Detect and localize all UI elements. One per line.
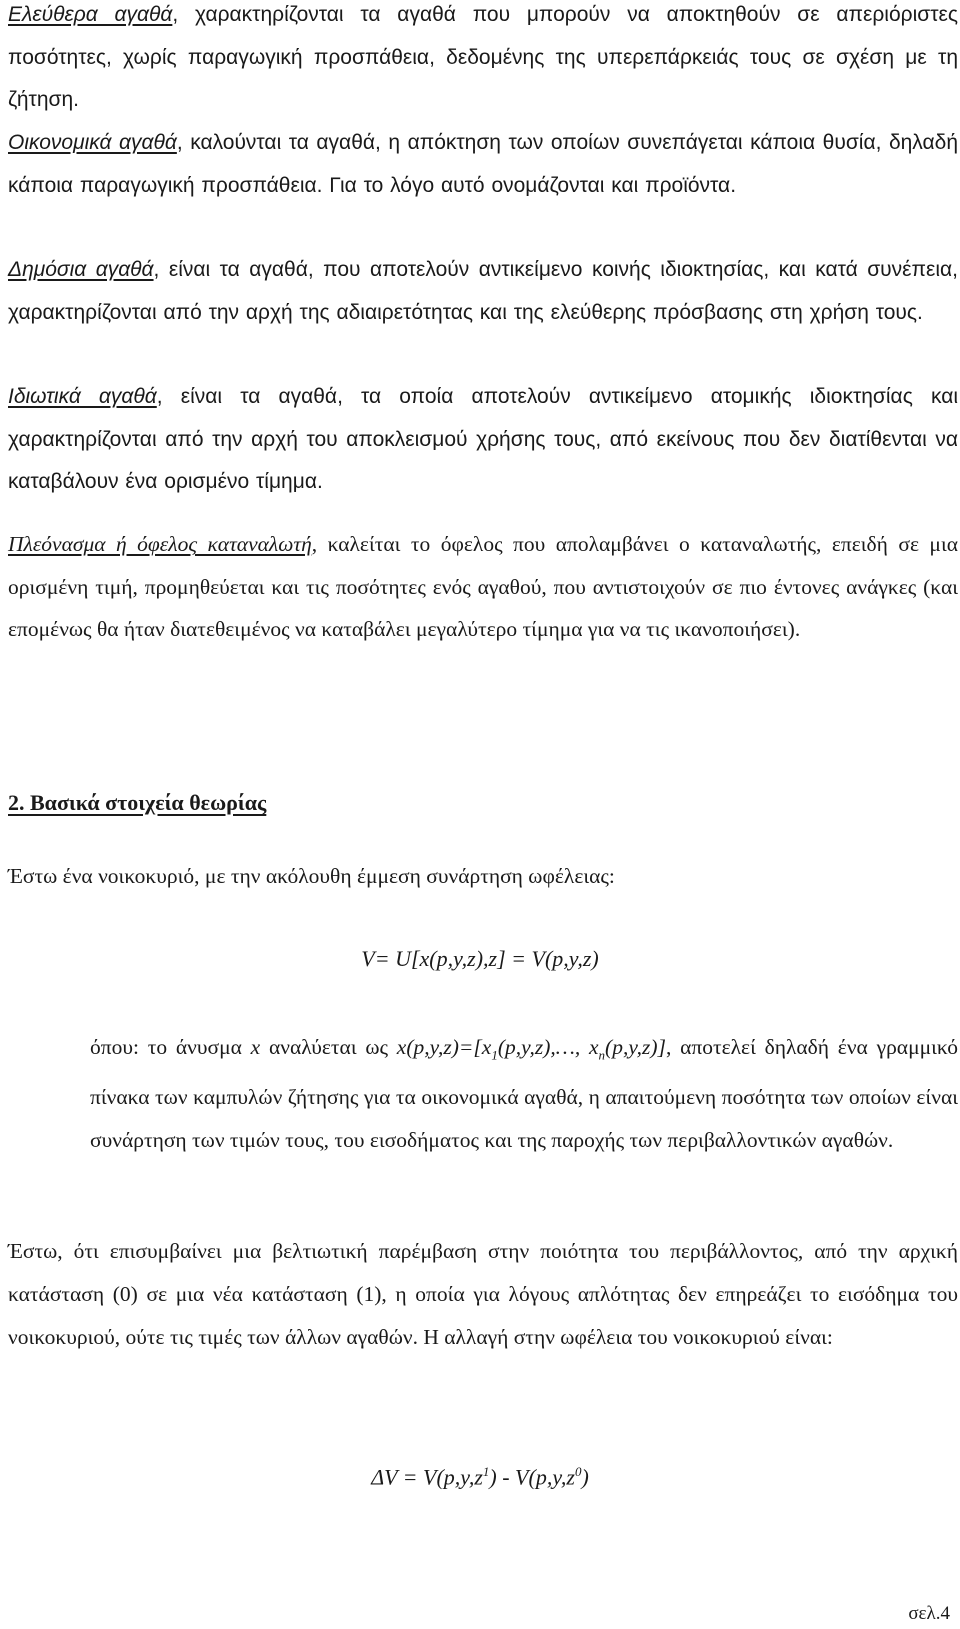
vector-x: x (250, 1035, 261, 1059)
definition-public-goods (8, 249, 958, 334)
expr-part: (p,y,z)] (605, 1035, 666, 1059)
term: Ελεύθερα αγαθά (8, 3, 173, 26)
definition-text: , χαρακτηρίζονται τα αγαθά που μπορούν να αποκτηθούν σε απεριόριστες ποσότητες, χωρίς παραγωγική προσπάθεια, δεδομένης της υπερεπάρκειάς τους σε σχέση με τη ζήτηση. (8, 3, 958, 111)
improvement-paragraph: Έστω, ότι επισυμβαίνει μια βελτιωτική παρέμβαση στην ποιότητα του περιβάλλοντος, από την αρχική κατάσταση (0) σε μια νέα κατάσταση (1), η οποία για λόγους απλότητας δεν επηρεάζει το εισόδημα του νοικοκυριού, ούτε τις τιμές των άλλων αγαθών. Η αλλαγή στην ωφέλεια του νοικοκυριού είναι: (8, 1239, 958, 1349)
subscript: n (598, 1047, 606, 1063)
definition-text: , καλείται το όφελος που απολαμβάνει ο καταναλωτής, επειδή σε μια ορισμένη τιμή, προμηθεύεται και τις ποσότητες ενός αγαθού, που αντιστοιχούν σε πιο έντονες ανάγκες (και επομένως θα ήταν διατεθειμένος να καταβάλει μεγαλύτερο τίμημα για να τις ικανοποιήσει). (8, 532, 958, 641)
definition-consumer-surplus (8, 523, 958, 651)
term: Πλεόνασμα ή όφελος καταναλωτή (8, 532, 312, 556)
term: Δημόσια αγαθά (8, 258, 154, 281)
where-lead: όπου: το άνυσμα (90, 1035, 251, 1059)
definition-private-goods (8, 376, 958, 504)
where-paragraph (90, 1026, 958, 1162)
where-mid: αναλύεται ως (260, 1035, 397, 1059)
term: Οικονομικά αγαθά (8, 131, 177, 154)
subscript: 1 (491, 1047, 498, 1063)
section-intro: Έστω ένα νοικοκυριό, με την ακόλουθη έμμεση συνάρτηση ωφέλειας: (8, 864, 615, 888)
definition-economic-goods (8, 122, 958, 207)
superscript: 0 (574, 1464, 582, 1479)
section-heading: 2. Βασικά στοιχεία θεωρίας (8, 790, 267, 815)
expr-part: (p,y,z),…, x (497, 1035, 599, 1059)
superscript: 1 (482, 1464, 490, 1479)
definition-text: , είναι τα αγαθά, που αποτελούν αντικείμενο κοινής ιδιοκτησίας, και κατά συνέπεια, χαρακτηρίζονται από την αρχή της αδιαιρετότητας και της ελεύθερης πρόσβασης στη χρήση τους. (8, 258, 958, 324)
expr-part: x(p,y,z)=[x (396, 1035, 492, 1059)
where-rest: , αποτελεί δηλαδή ένα γραμμικό πίνακα των καμπυλών ζήτησης για τα οικονομικά αγαθά, η απαιτούμενη ποσότητα των οποίων είναι συνάρτηση των τιμών τους, του εισοδήματος και της παροχής των περιβαλλοντικών αγαθών. (90, 1035, 959, 1153)
utility-change-formula (0, 1464, 960, 1490)
term: Ιδιωτικά αγαθά (8, 385, 157, 408)
utility-formula: V= U[x(p,y,z),z] = V(p,y,z) (361, 946, 599, 971)
definition-free-goods (8, 0, 958, 122)
formula-part: ) - V(p,y,z (489, 1464, 575, 1490)
demand-vector-expr (396, 1035, 666, 1063)
page-number: σελ.4 (908, 1603, 950, 1624)
formula-part: ΔV = V(p,y,z (371, 1464, 483, 1490)
definition-text: , καλούνται τα αγαθά, η απόκτηση των οποίων συνεπάγεται κάποια θυσία, δηλαδή κάποια παραγωγική προσπάθεια. Για το λόγο αυτό ονομάζονται και προϊόντα. (8, 131, 959, 197)
definition-text: , είναι τα αγαθά, τα οποία αποτελούν αντικείμενο ατομικής ιδιοκτησίας και χαρακτηρίζονται από την αρχή του αποκλεισμού χρήσης τους, από εκείνους που δεν διατίθενται να καταβάλουν ένα ορισμένο τίμημα. (8, 385, 958, 493)
formula-part: ) (581, 1464, 589, 1490)
